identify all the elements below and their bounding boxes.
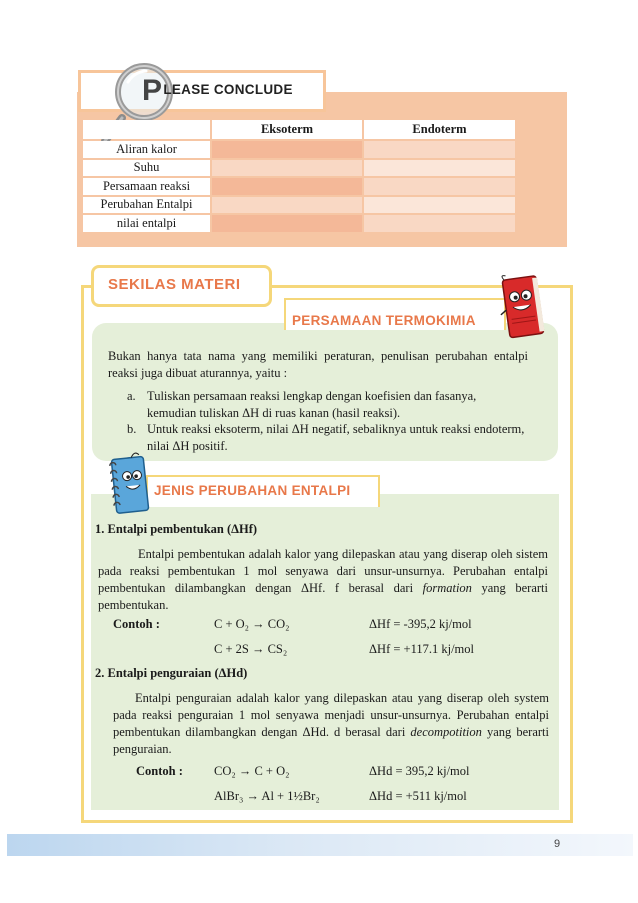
blue-book-mascot-icon	[104, 452, 154, 518]
list-text: Tuliskan persamaan reaksi lengkap dengan koefisien dan fasanya, kemudian tuliskan ΔH di ruas kanan (hasil reaksi).	[147, 389, 477, 420]
example-enthalpy: ΔHd = +511 kj/mol	[369, 789, 467, 803]
table-row	[83, 215, 515, 232]
example-reaction: C + O₂ → CO₂	[214, 617, 290, 631]
table-row	[83, 197, 515, 214]
eksoterm-cell	[212, 141, 362, 158]
row-label: Suhu	[83, 160, 210, 177]
sekilas-materi-title: SEKILAS MATERI	[108, 276, 241, 293]
example-label: Contoh :	[136, 764, 183, 778]
endoterm-cell	[364, 178, 515, 195]
persamaan-intro: Bukan hanya tata nama yang memiliki peraturan, penulisan perubahan entalpi reaksi juga dibuat aturannya, yaitu :	[108, 349, 528, 380]
list-item	[127, 421, 527, 455]
list-marker: b.	[127, 422, 137, 436]
endoterm-cell	[364, 215, 515, 232]
list-text: Untuk reaksi eksoterm, nilai ΔH negatif, sebaliknya untuk reaksi endoterm, nilai ΔH positif.	[147, 422, 525, 453]
table-header-endoterm: Endoterm	[364, 120, 515, 139]
endoterm-cell	[364, 197, 515, 214]
example-label: Contoh :	[113, 617, 160, 631]
paragraph-text-end: yang berarti penguraian.	[113, 725, 549, 756]
row-label: Aliran kalor	[83, 141, 210, 158]
decompotition-term: decompotition	[410, 725, 482, 739]
row-label: nilai entalpi	[83, 215, 210, 232]
eksoterm-cell	[212, 197, 362, 214]
row-label: Persamaan reaksi	[83, 178, 210, 195]
conclude-table	[81, 118, 517, 234]
table-row	[83, 178, 515, 195]
example-enthalpy: ΔHf = +117.1 kj/mol	[369, 642, 475, 656]
example-reaction: CO₂ → C + O₂	[214, 764, 290, 778]
example-reaction: C + 2S → CS₂	[214, 642, 288, 656]
persamaan-title: PERSAMAAN TERMOKIMIA	[292, 313, 476, 328]
table-header-row	[83, 120, 515, 139]
paragraph-text: Entalpi pembentukan adalah kalor yang dilepaskan atau yang diserap oleh sistem pada reaksi pembentukan 1 mol senyawa dari unsur-unsurnya. Perubahan entalpi pembentukan dilambangkan dengan ΔHf. f berasal dari	[98, 547, 548, 595]
page-number: 9	[554, 838, 561, 850]
formation-term: formation	[422, 581, 472, 595]
paragraph-text-end: yang berarti pembentukan.	[98, 581, 549, 612]
title-rest: LEASE CONCLUDE	[163, 82, 293, 97]
eksoterm-cell	[212, 160, 362, 177]
list-marker: a.	[127, 389, 136, 403]
eksoterm-cell	[212, 178, 362, 195]
entalpi-penguraian-heading: 2. Entalpi penguraian (ΔHd)	[95, 666, 248, 680]
entalpi-pembentukan-heading: 1. Entalpi pembentukan (ΔHf)	[95, 522, 258, 536]
endoterm-cell	[364, 141, 515, 158]
please-conclude-title	[142, 74, 293, 108]
paragraph-text: Entalpi penguraian adalah kalor yang dilepaskan atau yang diserap oleh system pada reaksi penguraian 1 mol senyawa menjadi unsur-unsurnya. Perubahan entalpi pembentukan dilambangkan dengan ΔHd. d berasal dari	[113, 691, 549, 739]
endoterm-cell	[364, 160, 515, 177]
example-reaction: AlBr₃ → Al + 1½Br₂	[214, 789, 320, 803]
table-row	[83, 141, 515, 158]
table-row	[83, 160, 515, 177]
eksoterm-cell	[212, 215, 362, 232]
table-header-eksoterm: Eksoterm	[212, 120, 362, 139]
example-enthalpy: ΔHf = -395,2 kj/mol	[369, 617, 472, 631]
list-item	[127, 388, 527, 422]
row-label: Perubahan Entalpi	[83, 197, 210, 214]
entalpi-pembentukan-paragraph	[98, 546, 548, 614]
footer-bar	[7, 834, 633, 856]
entalpi-penguraian-paragraph	[113, 690, 549, 758]
red-book-mascot-icon	[496, 272, 546, 342]
title-initial: P	[142, 74, 163, 107]
table-header-blank	[83, 120, 210, 139]
example-enthalpy: ΔHd = 395,2 kj/mol	[369, 764, 470, 778]
jenis-title: JENIS PERUBAHAN ENTALPI	[154, 483, 351, 498]
